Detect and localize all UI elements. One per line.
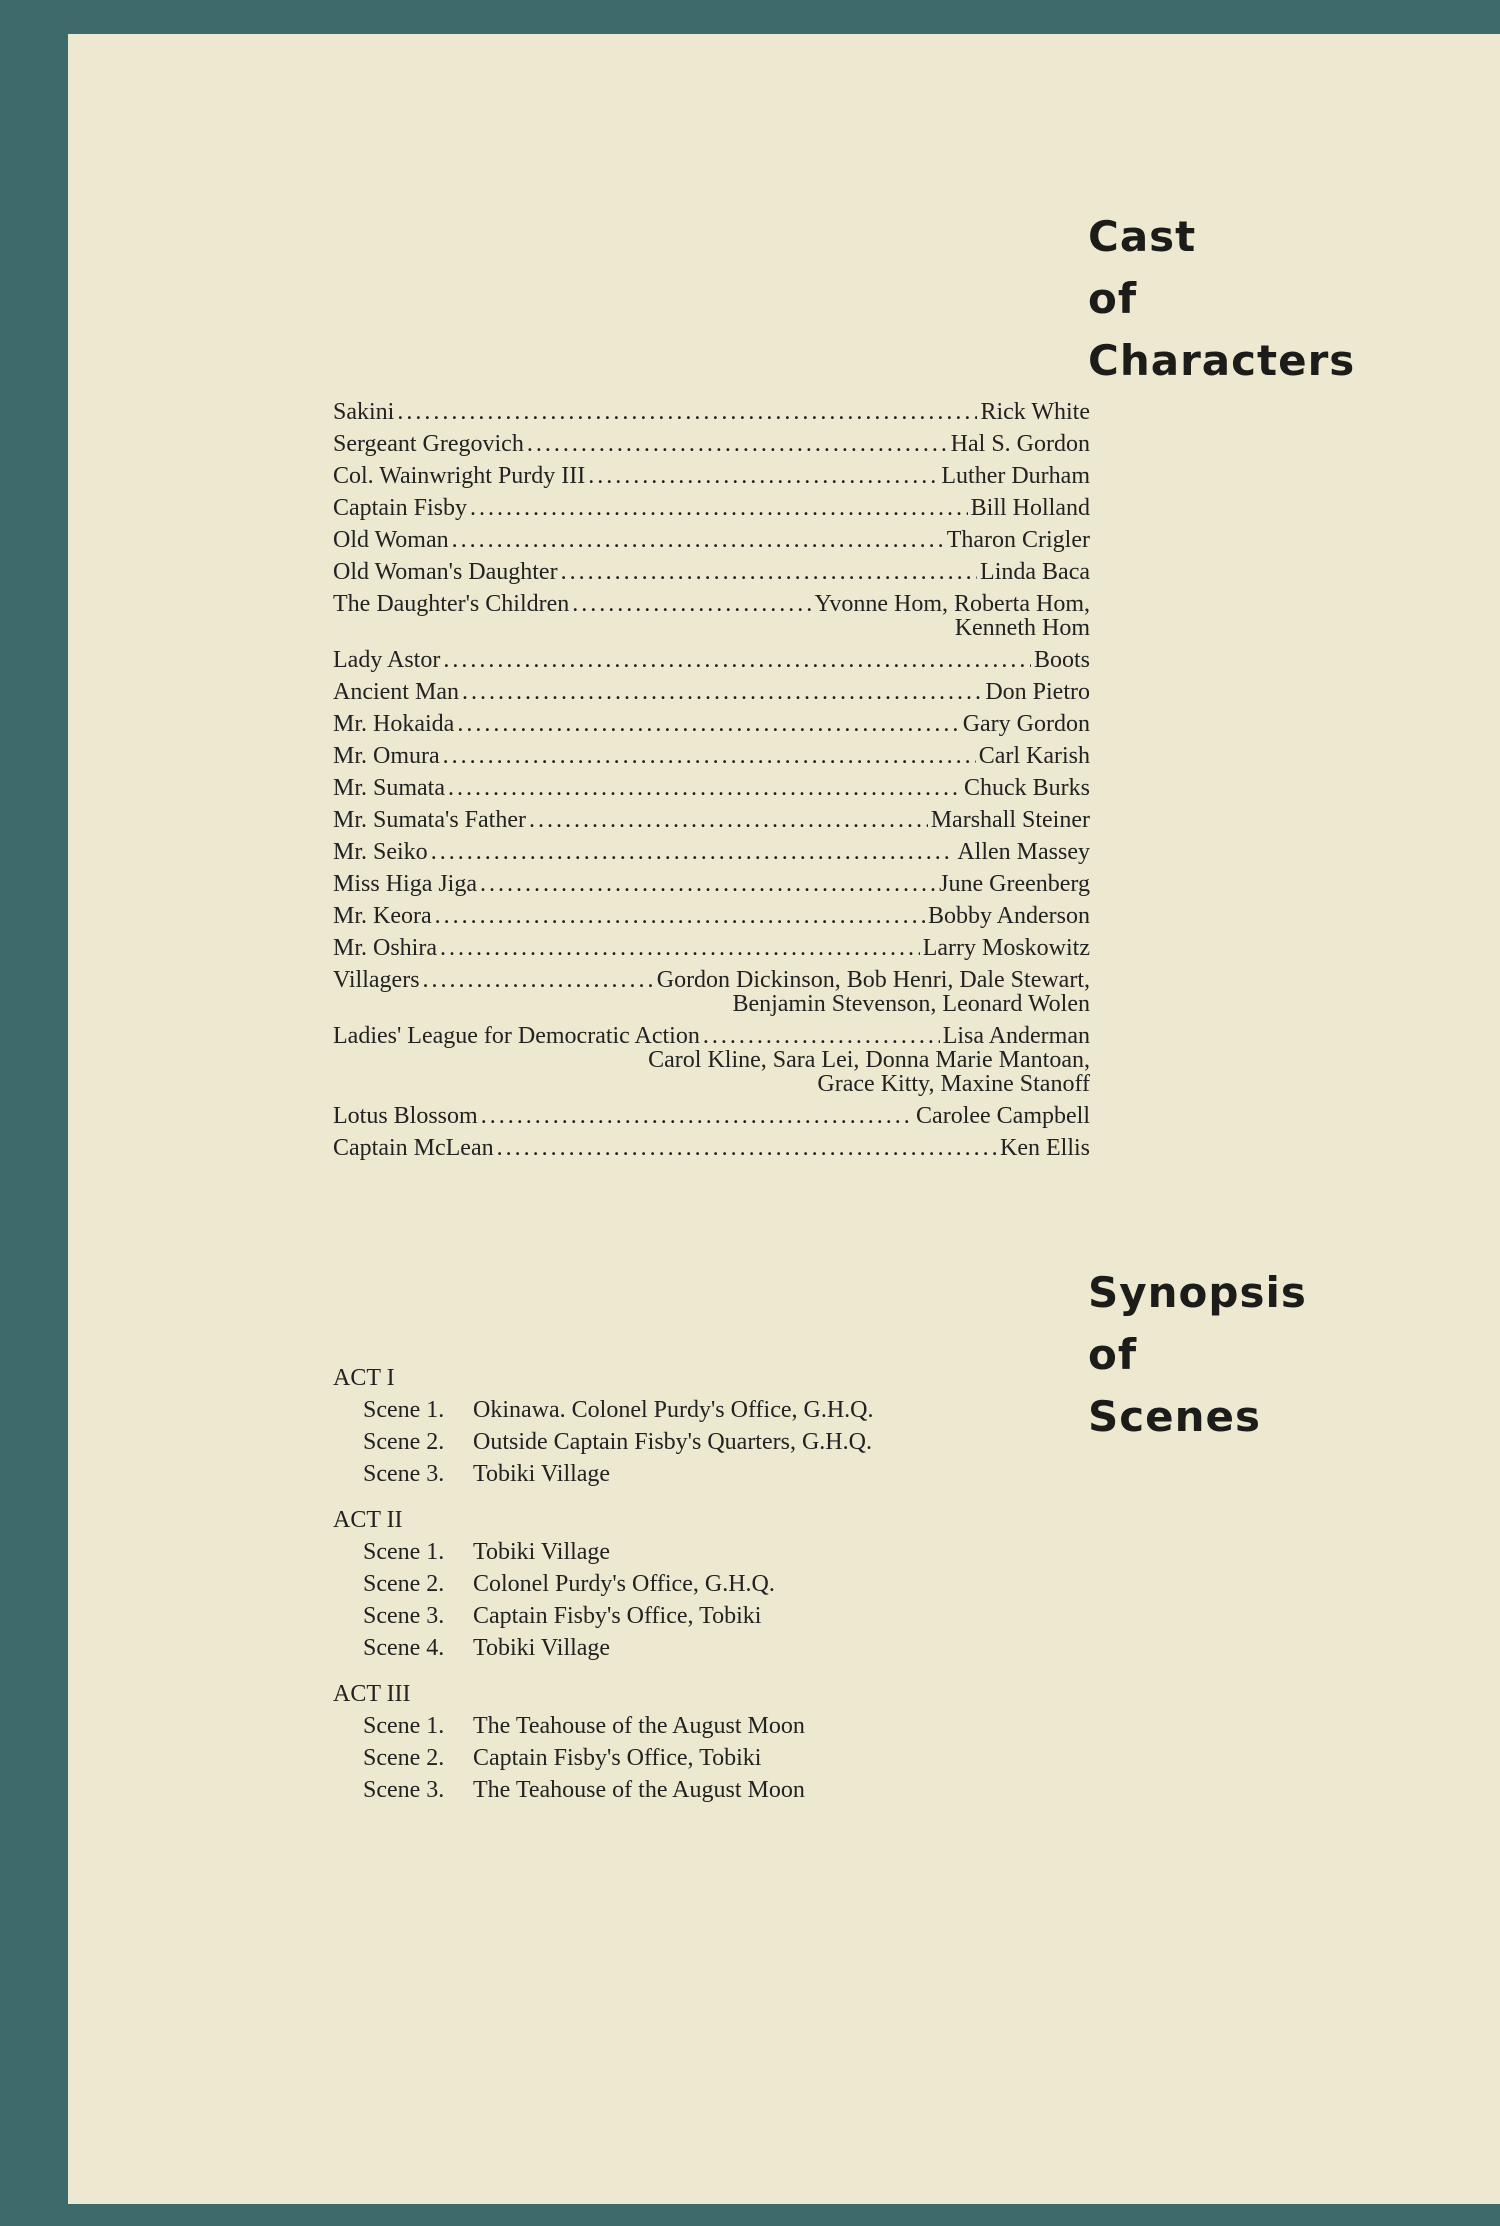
actor-name: Boots xyxy=(1033,647,1090,673)
scene-place: Captain Fisby's Office, Tobiki xyxy=(473,1745,762,1771)
role-name: Mr. Sumata xyxy=(333,775,445,801)
actor-name: Carolee Campbell xyxy=(916,1103,1090,1129)
actor-name: Gordon Dickinson, Bob Henri, Dale Stewart, xyxy=(656,967,1090,993)
cast-line xyxy=(333,1024,1090,1048)
scene-row xyxy=(333,1394,874,1426)
actor-name: Ken Ellis xyxy=(1000,1135,1090,1161)
cast-entry xyxy=(333,592,1090,640)
cast-line xyxy=(333,776,1090,800)
role-name: Mr. Seiko xyxy=(333,839,428,865)
act-spacer xyxy=(333,1490,874,1504)
actor-continuation: Benjamin Stevenson, Leonard Wolen xyxy=(732,991,1090,1017)
role-name: Mr. Omura xyxy=(333,743,440,769)
leader-dots xyxy=(480,872,936,896)
heading-line: Cast xyxy=(1088,212,1197,261)
act-spacer xyxy=(333,1664,874,1678)
cast-line xyxy=(333,592,1090,616)
leader-dots xyxy=(423,968,654,992)
cast-line xyxy=(333,560,1090,584)
scene-row xyxy=(333,1742,874,1774)
cast-entry xyxy=(333,400,1090,424)
scene-row xyxy=(333,1600,874,1632)
role-name: Mr. Hokaida xyxy=(333,711,455,737)
actor-name: Tharon Crigler xyxy=(946,527,1090,553)
actor-name: Rick White xyxy=(980,399,1090,425)
cast-line xyxy=(333,712,1090,736)
leader-dots xyxy=(448,776,961,800)
leader-dots xyxy=(457,712,959,736)
cast-line xyxy=(333,808,1090,832)
leader-dots xyxy=(470,496,968,520)
actor-name: Luther Durham xyxy=(941,463,1090,489)
leader-dots xyxy=(588,464,938,488)
actor-name: Marshall Steiner xyxy=(930,807,1090,833)
actor-name: Don Pietro xyxy=(985,679,1090,705)
cast-line xyxy=(333,904,1090,928)
scene-number: Scene 3. xyxy=(363,1461,445,1487)
cast-entry xyxy=(333,712,1090,736)
leader-dots xyxy=(497,1136,997,1160)
role-name: Col. Wainwright Purdy III xyxy=(333,463,586,489)
role-name: The Daughter's Children xyxy=(333,591,570,617)
cast-line xyxy=(333,872,1090,896)
scene-place: Tobiki Village xyxy=(473,1635,611,1661)
act-title: ACT III xyxy=(333,1681,411,1707)
scene-number: Scene 3. xyxy=(363,1777,445,1803)
scene-row xyxy=(333,1426,874,1458)
scene-number: Scene 1. xyxy=(363,1539,445,1565)
role-name: Sergeant Gregovich xyxy=(333,431,524,457)
leader-dots xyxy=(703,1024,940,1048)
cast-entry xyxy=(333,432,1090,456)
scene-number: Scene 4. xyxy=(363,1635,445,1661)
scene-place: The Teahouse of the August Moon xyxy=(473,1777,805,1803)
actor-name: Gary Gordon xyxy=(962,711,1090,737)
role-name: Ancient Man xyxy=(333,679,459,705)
actor-continuation: Carol Kline, Sara Lei, Donna Marie Mantoan, xyxy=(648,1047,1090,1073)
actor-name: Chuck Burks xyxy=(964,775,1090,801)
cast-entry xyxy=(333,648,1090,672)
cast-entry xyxy=(333,744,1090,768)
cast-entry xyxy=(333,936,1090,960)
scene-number: Scene 1. xyxy=(363,1397,445,1423)
role-name: Mr. Sumata's Father xyxy=(333,807,526,833)
synopsis-list xyxy=(333,1362,874,1806)
scene-row xyxy=(333,1458,874,1490)
cast-line xyxy=(333,1104,1090,1128)
cast-entry xyxy=(333,968,1090,1016)
cast-line xyxy=(333,840,1090,864)
actor-name: Carl Karish xyxy=(978,743,1090,769)
act-title: ACT II xyxy=(333,1507,403,1533)
cast-line xyxy=(333,680,1090,704)
cast-list xyxy=(333,400,1090,1168)
synopsis-heading xyxy=(1088,1262,1307,1448)
leader-dots xyxy=(452,528,944,552)
act-section xyxy=(333,1504,874,1664)
cast-entry xyxy=(333,872,1090,896)
actor-name: Bobby Anderson xyxy=(928,903,1090,929)
cast-entry xyxy=(333,464,1090,488)
cast-line xyxy=(333,936,1090,960)
role-name: Miss Higa Jiga xyxy=(333,871,477,897)
leader-dots xyxy=(443,744,976,768)
leader-dots xyxy=(435,904,925,928)
cast-entry xyxy=(333,808,1090,832)
scene-row xyxy=(333,1774,874,1806)
heading-line: Synopsis xyxy=(1088,1268,1307,1317)
cast-entry xyxy=(333,528,1090,552)
leader-dots xyxy=(462,680,982,704)
actor-name: Hal S. Gordon xyxy=(950,431,1090,457)
actor-continuation: Kenneth Hom xyxy=(954,615,1090,641)
leader-dots xyxy=(572,592,811,616)
cast-line xyxy=(333,648,1090,672)
act-title: ACT I xyxy=(333,1365,395,1391)
role-name: Villagers xyxy=(333,967,420,993)
actor-continuation: Grace Kitty, Maxine Stanoff xyxy=(817,1071,1090,1097)
actor-name: Allen Massey xyxy=(957,839,1090,865)
cast-entry xyxy=(333,776,1090,800)
cast-line xyxy=(333,528,1090,552)
role-name: Old Woman xyxy=(333,527,449,553)
role-name: Old Woman's Daughter xyxy=(333,559,558,585)
cast-line xyxy=(333,464,1090,488)
role-name: Lady Astor xyxy=(333,647,441,673)
cast-entry xyxy=(333,680,1090,704)
role-name: Lotus Blossom xyxy=(333,1103,478,1129)
scene-number: Scene 1. xyxy=(363,1713,445,1739)
leader-dots xyxy=(527,432,948,456)
role-name: Sakini xyxy=(333,399,395,425)
role-name: Captain Fisby xyxy=(333,495,468,521)
cast-entry xyxy=(333,904,1090,928)
scene-place: Okinawa. Colonel Purdy's Office, G.H.Q. xyxy=(473,1397,874,1423)
scene-number: Scene 2. xyxy=(363,1429,445,1455)
heading-line: of xyxy=(1088,1330,1138,1379)
scene-row xyxy=(333,1568,874,1600)
cast-line xyxy=(333,432,1090,456)
role-name: Ladies' League for Democratic Action xyxy=(333,1023,700,1049)
actor-name: Lisa Anderman xyxy=(942,1023,1090,1049)
cast-line xyxy=(333,400,1090,424)
leader-dots xyxy=(561,560,977,584)
scene-place: The Teahouse of the August Moon xyxy=(473,1713,805,1739)
heading-line: of xyxy=(1088,274,1138,323)
heading-line: Scenes xyxy=(1088,1392,1262,1441)
cast-line xyxy=(333,744,1090,768)
leader-dots xyxy=(443,648,1031,672)
actor-name: Bill Holland xyxy=(970,495,1090,521)
scene-place: Colonel Purdy's Office, G.H.Q. xyxy=(473,1571,775,1597)
cast-entry xyxy=(333,496,1090,520)
scene-row xyxy=(333,1710,874,1742)
actor-name: Linda Baca xyxy=(980,559,1090,585)
heading-line: Characters xyxy=(1088,336,1356,385)
scene-number: Scene 2. xyxy=(363,1571,445,1597)
scene-number: Scene 2. xyxy=(363,1745,445,1771)
leader-dots xyxy=(397,400,977,424)
scene-place: Tobiki Village xyxy=(473,1539,611,1565)
cast-line xyxy=(333,1136,1090,1160)
role-name: Mr. Oshira xyxy=(333,935,437,961)
scene-row xyxy=(333,1536,874,1568)
cast-entry xyxy=(333,560,1090,584)
leader-dots xyxy=(440,936,920,960)
scene-place: Captain Fisby's Office, Tobiki xyxy=(473,1603,762,1629)
scene-number: Scene 3. xyxy=(363,1603,445,1629)
cast-line xyxy=(333,968,1090,992)
role-name: Mr. Keora xyxy=(333,903,432,929)
actor-name: Larry Moskowitz xyxy=(922,935,1090,961)
cast-line xyxy=(333,496,1090,520)
cast-entry xyxy=(333,840,1090,864)
leader-dots xyxy=(529,808,928,832)
scene-place: Tobiki Village xyxy=(473,1461,611,1487)
cast-entry xyxy=(333,1136,1090,1160)
leader-dots xyxy=(431,840,955,864)
role-name: Captain McLean xyxy=(333,1135,494,1161)
act-section xyxy=(333,1678,874,1806)
scene-row xyxy=(333,1632,874,1664)
scene-place: Outside Captain Fisby's Quarters, G.H.Q. xyxy=(473,1429,872,1455)
actor-name: Yvonne Hom, Roberta Hom, xyxy=(814,591,1090,617)
leader-dots xyxy=(481,1104,913,1128)
cast-entry xyxy=(333,1024,1090,1096)
cast-entry xyxy=(333,1104,1090,1128)
act-section xyxy=(333,1362,874,1490)
cast-heading xyxy=(1088,206,1355,392)
actor-name: June Greenberg xyxy=(939,871,1090,897)
